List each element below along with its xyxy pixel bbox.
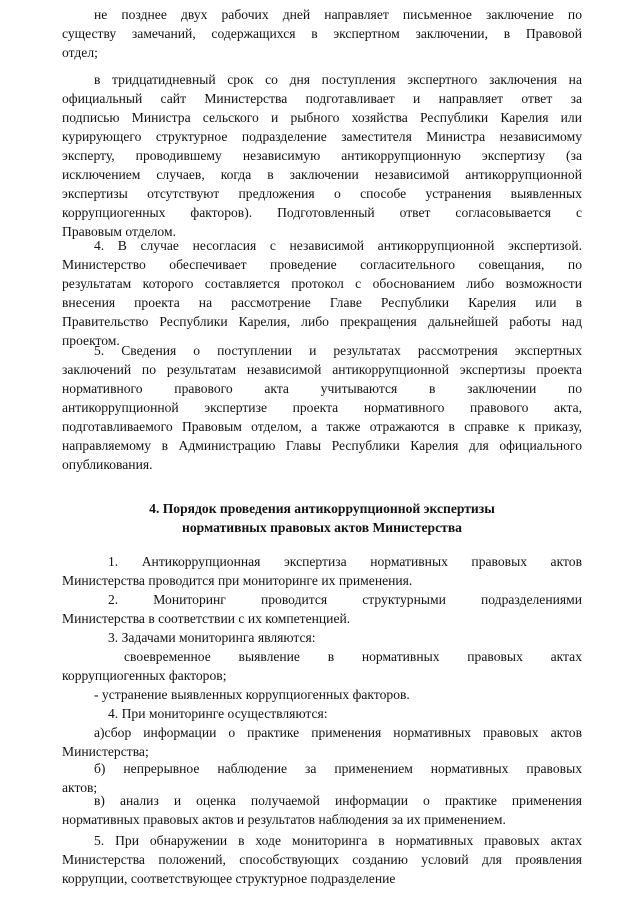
text-line: Министерства проводится при мониторинге их применения. xyxy=(62,573,413,588)
text-line: 4. При мониторинге осуществляются: xyxy=(108,706,328,721)
text-line: - устранение выявленных коррупциогенных факторов. xyxy=(94,687,410,702)
text-line: проектом. xyxy=(62,333,120,348)
text-line: подготавливаемого Правовым отделом, а также отражаются в справке к приказу, xyxy=(62,419,582,434)
text-line: актов; xyxy=(62,780,98,795)
text-line: коррупциогенных факторов; xyxy=(62,668,227,683)
text-line: эксперту, проводившему независимую антикоррупционную экспертизу (за xyxy=(62,148,582,163)
text-line: 4. В случае несогласия с независимой антикоррупционной экспертизой. xyxy=(94,238,582,253)
text-line: результатам которого составляется протокол с обоснованием либо возможности xyxy=(62,276,582,291)
text-line: направляемому в Администрацию Главы Республики Карелия для официального xyxy=(62,438,582,453)
text-line: б) непрерывное наблюдение за применением нормативных правовых xyxy=(94,761,582,776)
text-line: опубликования. xyxy=(62,457,153,472)
text-line: Министерства; xyxy=(62,744,149,759)
text-line: существу замечаний, содержащихся в экспертном заключении, в Правовой xyxy=(62,26,582,41)
text-line: заключений по результатам независимой антикоррупционной экспертизы проекта xyxy=(62,362,582,377)
text-line: нормативного правового акта учитываются в заключении по xyxy=(62,381,582,396)
text-line: в тридцатидневный срок со дня поступления экспертного заключения на xyxy=(94,72,582,87)
text-line: официальный сайт Министерства подготавливает и направляет ответ за xyxy=(62,91,582,106)
text-line: 2. Мониторинг проводится структурными подразделениями xyxy=(108,592,582,607)
text-line: Правовым отделом. xyxy=(62,224,176,239)
section-heading: 4. Порядок проведения антикоррупционной экспертизы xyxy=(149,501,495,516)
text-line: 1. Антикоррупционная экспертиза нормативных правовых актов xyxy=(108,554,582,569)
text-line: антикоррупционной экспертизе проекта нормативного правового акта, xyxy=(62,400,582,415)
text-line: исключением случаев, когда в заключении независимой антикоррупционной xyxy=(62,167,582,182)
text-line: подписью Министра сельского и рыбного хозяйства Республики Карелия или xyxy=(62,110,582,125)
text-line: 3. Задачами мониторинга являются: xyxy=(108,630,316,645)
text-line: нормативных правовых актов и результатов наблюдения за их применением. xyxy=(62,812,506,827)
text-line: коррупциогенных факторов). Подготовленный ответ согласовывается с xyxy=(62,205,582,220)
text-line: экспертизы отсутствуют предложения о способе устранения выявленных xyxy=(62,186,582,201)
text-line: 5. При обнаружении в ходе мониторинга в нормативных правовых актах xyxy=(94,833,582,848)
text-line: внесения проекта на рассмотрение Главе Республики Карелия или в xyxy=(62,295,582,310)
text-line: своевременное выявление в нормативных правовых актах xyxy=(124,649,582,664)
text-line: коррупции, соответствующее структурное подразделение xyxy=(62,871,396,886)
text-line: не позднее двух рабочих дней направляет письменное заключение по xyxy=(94,7,582,22)
text-line: Министерство обеспечивает проведение согласительного совещания, по xyxy=(62,257,582,272)
text-line: отдел; xyxy=(62,45,98,60)
text-line: Правительство Республики Карелия, либо прекращения дальнейшей работы над xyxy=(62,314,582,329)
text-line: Министерства в соответствии с их компетенцией. xyxy=(62,611,351,626)
text-line: а)сбор информации о практике применения нормативных правовых актов xyxy=(94,725,582,740)
text-line: в) анализ и оценка получаемой информации о практике применения xyxy=(94,793,582,808)
text-line: курирующего структурное подразделение заместителя Министра независимому xyxy=(62,129,582,144)
text-line: Министерства положений, способствующих созданию условий для проявления xyxy=(62,852,582,867)
text-line: 5. Сведения о поступлении и результатах рассмотрения экспертных xyxy=(94,343,582,358)
section-heading: нормативных правовых актов Министерства xyxy=(182,520,462,535)
